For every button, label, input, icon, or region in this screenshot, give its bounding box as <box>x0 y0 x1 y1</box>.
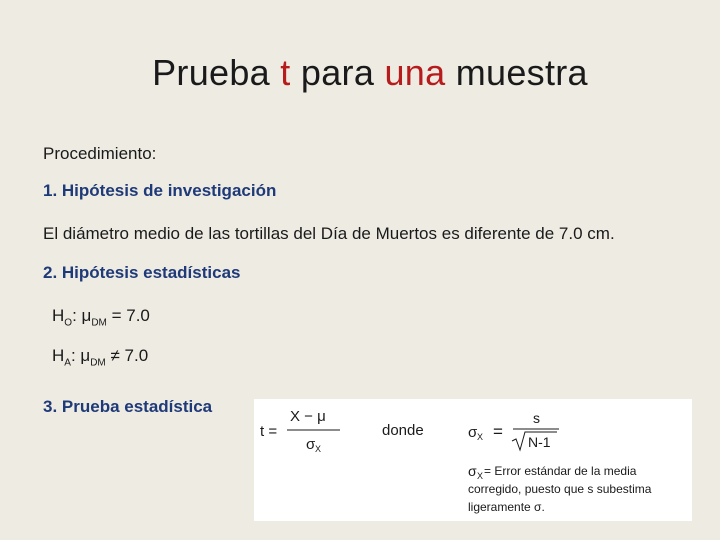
mu-subscript: DM <box>91 317 107 329</box>
title-part: muestra <box>445 52 588 93</box>
denominator-subscript: X <box>315 444 322 454</box>
def-line-2: corregido, puesto que s subestima <box>468 482 652 496</box>
h-subscript: O <box>64 317 73 329</box>
equals-sign: = <box>493 422 503 441</box>
def-line-3: ligeramente σ. <box>468 500 545 514</box>
colon: : <box>72 306 82 325</box>
alternative-hypothesis <box>52 346 148 368</box>
step2-heading: 2. Hipótesis estadísticas <box>43 263 241 282</box>
t-equals: t = <box>260 423 278 440</box>
numerator: X − μ <box>290 408 326 425</box>
h-symbol: H <box>52 346 65 365</box>
numerator-s: s <box>533 410 540 426</box>
title-part: para <box>290 52 385 93</box>
procedure-label: Procedimiento: <box>43 144 157 163</box>
relation: ≠ 7.0 <box>105 346 149 365</box>
formula-svg <box>254 399 692 521</box>
null-hypothesis <box>52 306 150 328</box>
step1-text: El diámetro medio de las tortillas del Día de Muertos es diferente de 7.0 cm. <box>43 224 615 243</box>
formula-image <box>254 399 692 521</box>
def-sigma-subscript: X <box>477 471 484 481</box>
sqrt-argument: N-1 <box>528 434 551 450</box>
slide-title <box>0 52 720 94</box>
donde-label: donde <box>382 422 424 439</box>
step1-heading: 1. Hipótesis de investigación <box>43 181 277 200</box>
def-line-1: = Error estándar de la media <box>484 464 637 478</box>
sigma-lhs-subscript: X <box>477 432 484 442</box>
title-part: Prueba <box>152 52 281 93</box>
relation: = 7.0 <box>106 306 150 325</box>
step3-heading: 3. Prueba estadística <box>43 397 213 416</box>
def-sigma: σ <box>468 463 477 479</box>
mu-subscript: DM <box>90 357 106 369</box>
sigma-lhs: σ <box>468 424 478 441</box>
mu-symbol: μ <box>81 306 92 325</box>
colon: : <box>70 346 81 365</box>
title-highlight-una: una <box>384 52 446 93</box>
title-highlight-t: t <box>280 52 291 93</box>
h-subscript: A <box>64 357 71 369</box>
denominator-sigma: σ <box>306 436 316 453</box>
h-symbol: H <box>52 306 65 325</box>
mu-symbol: μ <box>80 346 91 365</box>
